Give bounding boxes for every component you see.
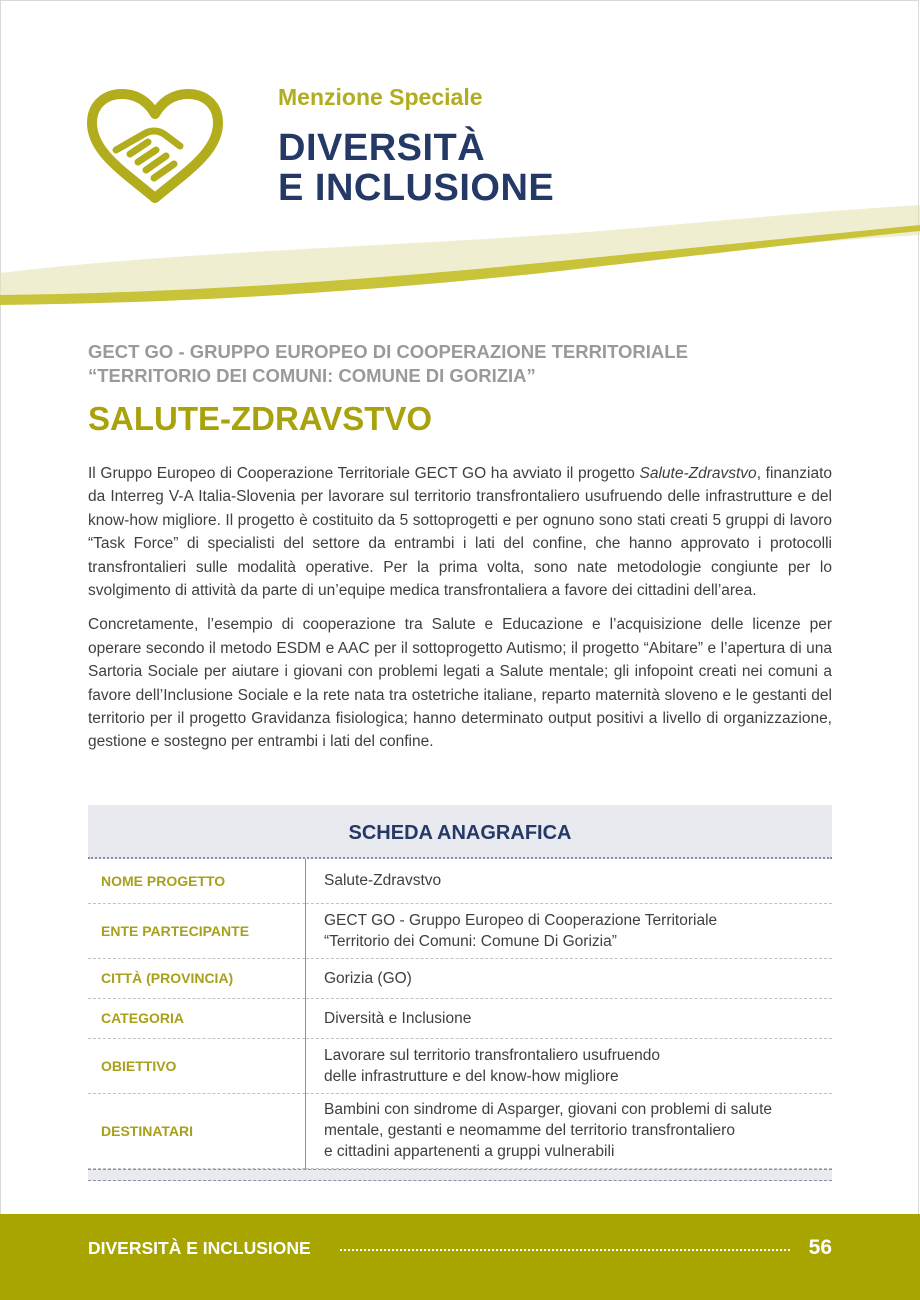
row-label: DESTINATARI xyxy=(88,1093,306,1168)
footer-dotted-leader xyxy=(340,1249,790,1251)
project-name-italic: Salute-Zdravstvo xyxy=(639,465,757,482)
row-value xyxy=(306,958,833,998)
row-value xyxy=(306,998,833,1038)
table-row xyxy=(88,1038,832,1093)
value-line: Salute-Zdravstvo xyxy=(324,872,442,890)
title-line-1: DIVERSITÀ xyxy=(278,127,486,169)
value-line: e cittadini appartenenti a gruppi vulnerabili xyxy=(324,1143,615,1160)
organization-heading xyxy=(88,340,832,388)
info-card xyxy=(88,805,832,1181)
value-line: GECT GO - Gruppo Europeo di Cooperazione Territoriale xyxy=(324,911,718,929)
paragraph-1 xyxy=(88,462,832,602)
table-row xyxy=(88,1093,832,1168)
paragraph-1-start: Il Gruppo Europeo di Cooperazione Territoriale GECT GO ha avviato il progetto xyxy=(88,465,640,482)
page-title xyxy=(278,128,554,208)
section-kicker: Menzione Speciale xyxy=(278,84,483,110)
row-value xyxy=(306,859,833,903)
card-title: SCHEDA ANAGRAFICA xyxy=(88,805,832,859)
value-line: Bambini con sindrome di Asparger, giovani con problemi di salute xyxy=(324,1101,773,1118)
project-title: SALUTE-ZDRAVSTVO xyxy=(88,400,433,437)
value-line: Diversità e Inclusione xyxy=(324,1009,472,1027)
table-row xyxy=(88,859,832,903)
value-line: Lavorare sul territorio transfrontaliero usufruendo xyxy=(324,1046,661,1064)
value-line: Gorizia (GO) xyxy=(324,969,412,987)
wave-fill xyxy=(0,205,920,295)
heart-handshake-icon xyxy=(86,88,224,210)
organization-line-2: “TERRITORIO DEI COMUNI: COMUNE DI GORIZIA” xyxy=(88,365,536,386)
page-number: 56 xyxy=(808,1236,832,1259)
info-table xyxy=(88,859,832,1169)
table-row xyxy=(88,998,832,1038)
row-value xyxy=(306,903,833,958)
row-value xyxy=(306,1038,833,1093)
value-line: “Territorio dei Comuni: Comune Di Gorizia” xyxy=(324,932,617,950)
row-value xyxy=(306,1093,833,1168)
table-row xyxy=(88,958,832,998)
card-footer-band xyxy=(88,1169,832,1181)
value-line: mentale, gestanti e neomamme del territorio transfrontaliero xyxy=(324,1122,735,1139)
footer-section-label: DIVERSITÀ E INCLUSIONE xyxy=(88,1238,311,1258)
title-line-2: E INCLUSIONE xyxy=(278,167,555,209)
row-label: CITTÀ (PROVINCIA) xyxy=(88,958,306,998)
value-line: delle infrastrutture e del know-how migliore xyxy=(324,1067,619,1085)
organization-line-1: GECT GO - GRUPPO EUROPEO DI COOPERAZIONE TERRITORIALE xyxy=(88,341,688,362)
paragraph-1-end: , finanziato da Interreg V-A Italia-Slovenia per lavorare sul territorio transfrontaliero usufruendo delle infrastrutture e del know-how migliore. Il progetto è costituito da 5 sottoprogetti e per ognuno sono stati creati 5 gruppi di lavoro “Task Force” di specialisti del settore da entrambi i lati del confine, che hanno approvato i protocolli transfrontalieri sulle modalità operative. Per la prima volta, sono nate metodologie congiunte per lo svolgimento di attività da parte di un’equipe medica transfrontaliera a favore dei cittadini dell’area. xyxy=(88,465,832,600)
row-label: ENTE PARTECIPANTE xyxy=(88,903,306,958)
paragraph-2: Concretamente, l’esempio di cooperazione tra Salute e Educazione e l’acquisizione delle licenze per operare secondo il metodo ESDM e AAC per il sottoprogetto Autismo; il progetto “Abitare” e l’apertura di una Sartoria Sociale per aiutare i giovani con problemi legati a Salute mentale; gli infopoint creati nei comuni a favore dell’Inclusione Sociale e la rete nata tra ostetriche italiane, reparto maternità sloveno e le gestanti del territorio per il progetto Gravidanza fisiologica; hanno determinato output positivi a livello di organizzazione, gestione e sostegno per entrambi i lati del confine. xyxy=(88,616,832,751)
page-footer xyxy=(0,1214,920,1300)
decorative-wave xyxy=(0,195,920,315)
row-label: NOME PROGETTO xyxy=(88,859,306,903)
row-label: OBIETTIVO xyxy=(88,1038,306,1093)
body-text xyxy=(88,462,832,765)
table-row xyxy=(88,903,832,958)
row-label: CATEGORIA xyxy=(88,998,306,1038)
